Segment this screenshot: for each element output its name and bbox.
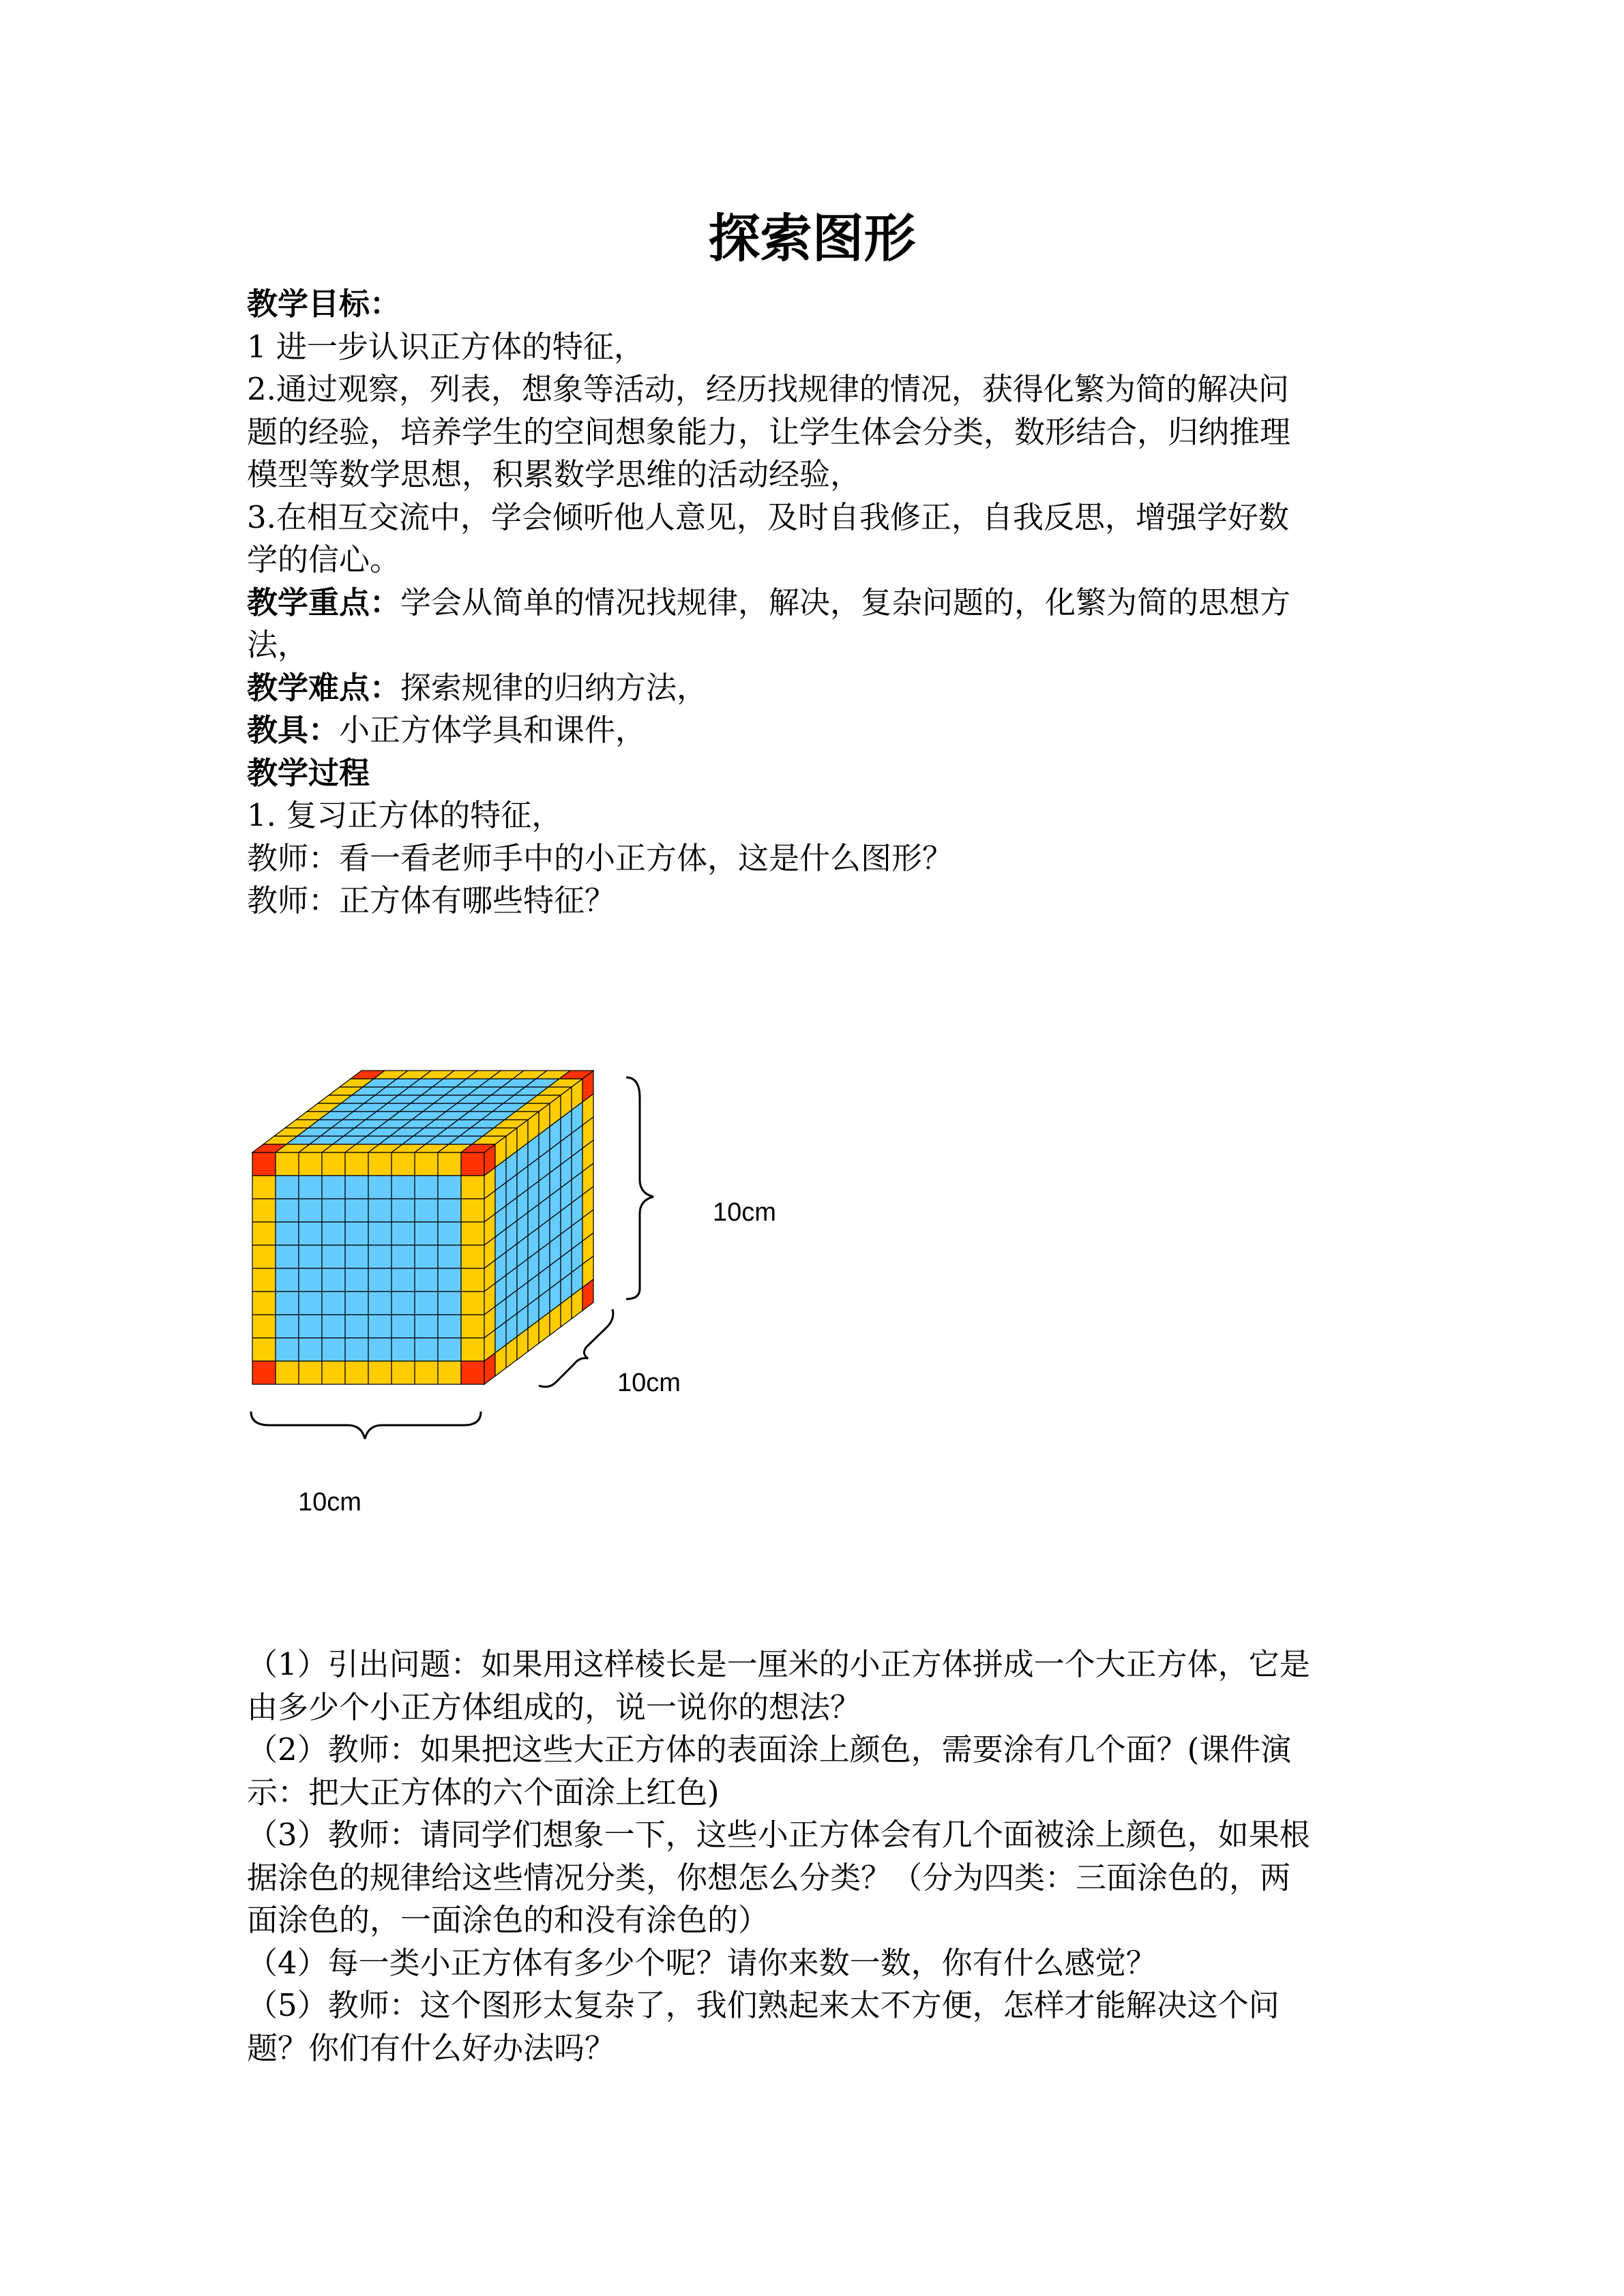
cube-unit-square [252, 1361, 276, 1384]
cube-unit-square [345, 1222, 368, 1245]
cube-unit-square [368, 1315, 392, 1338]
cube-unit-square [438, 1361, 461, 1384]
cube-unit-square [415, 1245, 438, 1268]
objective-2-line-2: 题的经验，培养学生的空间想象能力，让学生体会分类，数形结合，归纳推理 [247, 413, 1291, 450]
objective-2-line-1: 2.通过观察，列表，想象等活动，经历找规律的情况，获得化繁为简的解决问 [247, 371, 1289, 407]
process-step-1: 1. 复习正方体的特征， [247, 797, 563, 833]
cube-unit-square [438, 1199, 461, 1222]
cube-unit-square [252, 1315, 276, 1338]
cube-unit-square [368, 1222, 392, 1245]
objective-1: 1 进一步认识正方体的特征， [247, 328, 645, 365]
cube-unit-square [345, 1268, 368, 1292]
cube-unit-square [322, 1245, 345, 1268]
cube-unit-square [438, 1338, 461, 1361]
cube-unit-square [392, 1176, 415, 1199]
height-brace [626, 1077, 653, 1299]
cube-unit-square [276, 1361, 299, 1384]
cube-unit-square [461, 1315, 484, 1338]
cube-unit-square [322, 1152, 345, 1176]
depth-label: 10cm [617, 1369, 681, 1397]
cube-unit-square [276, 1222, 299, 1245]
cube-unit-square [438, 1315, 461, 1338]
question-2-line-1: （2）教师：如果把这些大正方体的表面涂上颜色，需要涂有几个面？(课件演 [247, 1731, 1292, 1768]
cube-unit-square [368, 1176, 392, 1199]
cube-unit-square [322, 1199, 345, 1222]
cube-unit-square [438, 1152, 461, 1176]
cube-unit-square [276, 1199, 299, 1222]
cube-unit-square [438, 1176, 461, 1199]
cube-unit-square [299, 1199, 322, 1222]
difficulty-line [247, 667, 1379, 710]
tools-label: 教具： [247, 712, 340, 748]
cube-unit-square [322, 1315, 345, 1338]
cube-unit-square [345, 1361, 368, 1384]
width-brace [251, 1412, 481, 1439]
cube-unit-square [438, 1292, 461, 1315]
cube-figure [246, 1064, 723, 1527]
cube-unit-square [415, 1176, 438, 1199]
key-point-line-2: 法， [247, 627, 309, 663]
cube-unit-square [461, 1222, 484, 1245]
intro-section [247, 283, 1379, 923]
cube-unit-square [345, 1245, 368, 1268]
cube-unit-square [392, 1315, 415, 1338]
objective-3-line-1: 3.在相互交流中，学会倾听他人意见，及时自我修正，自我反思，增强学好数 [247, 498, 1289, 535]
cube-unit-square [368, 1199, 392, 1222]
cube-unit-square [299, 1292, 322, 1315]
cube-unit-square [461, 1292, 484, 1315]
cube-front-face [252, 1152, 484, 1384]
cube-unit-square [299, 1176, 322, 1199]
process-heading: 教学过程 [247, 754, 370, 791]
cube-unit-square [392, 1222, 415, 1245]
cube-unit-square [276, 1152, 299, 1176]
objective-3-line-2: 学的信心。 [247, 541, 401, 578]
page-title: 探索图形 [708, 208, 916, 269]
cube-unit-square [415, 1361, 438, 1384]
cube-unit-square [415, 1268, 438, 1292]
objective-2-line-3: 模型等数学思想，积累数学思维的活动经验， [247, 456, 861, 492]
cube-unit-square [461, 1199, 484, 1222]
cube-unit-square [438, 1222, 461, 1245]
question-5-line-2: 题？你们有什么好办法吗？ [247, 2029, 616, 2066]
question-1-line-1: （1）引出问题：如果用这样棱长是一厘米的小正方体拼成一个大正方体，它是 [247, 1646, 1310, 1682]
cube-unit-square [252, 1152, 276, 1176]
cube-unit-square [252, 1222, 276, 1245]
height-label: 10cm [713, 1198, 776, 1227]
cube-unit-square [368, 1361, 392, 1384]
cube-unit-square [392, 1245, 415, 1268]
key-point-text: 学会从简单的情况找规律，解决，复杂问题的，化繁为简的思想方 [400, 584, 1291, 621]
cube-unit-square [322, 1176, 345, 1199]
cube-unit-square [322, 1222, 345, 1245]
cube-unit-square [461, 1176, 484, 1199]
question-3-line-3: 面涂色的，一面涂色的和没有涂色的） [247, 1902, 769, 1938]
cube-unit-square [415, 1222, 438, 1245]
cube-unit-square [322, 1268, 345, 1292]
cube-unit-square [276, 1176, 299, 1199]
cube-unit-square [368, 1245, 392, 1268]
cube-unit-square [345, 1338, 368, 1361]
cube-unit-square [392, 1292, 415, 1315]
cube-unit-square [276, 1338, 299, 1361]
cube-unit-square [299, 1222, 322, 1245]
cube-unit-square [322, 1338, 345, 1361]
cube-unit-square [368, 1292, 392, 1315]
cube-unit-square [252, 1292, 276, 1315]
width-label: 10cm [298, 1488, 361, 1517]
cube-unit-square [345, 1152, 368, 1176]
cube-unit-square [322, 1292, 345, 1315]
cube-unit-square [252, 1338, 276, 1361]
cube-unit-square [368, 1152, 392, 1176]
cube-unit-square [299, 1338, 322, 1361]
objectives-heading: 教学目标： [247, 286, 401, 322]
question-4: （4）每一类小正方体有多少个呢？请你来数一数，你有什么感觉？ [247, 1944, 1157, 1981]
cube-unit-square [461, 1152, 484, 1176]
cube-unit-square [438, 1268, 461, 1292]
key-point-line-1 [247, 582, 1379, 625]
cube-unit-square [415, 1315, 438, 1338]
teacher-line-1: 教师：看一看老师手中的小正方体，这是什么图形？ [247, 839, 954, 876]
cube-unit-square [415, 1338, 438, 1361]
cube-unit-square [461, 1338, 484, 1361]
question-1-line-2: 由多少个小正方体组成的，说一说你的想法？ [247, 1688, 861, 1725]
cube-unit-square [299, 1152, 322, 1176]
question-5-line-1: （5）教师：这个图形太复杂了，我们熟起来太不方便，怎样才能解决这个问 [247, 1987, 1280, 2023]
cube-unit-square [392, 1361, 415, 1384]
cube-unit-square [299, 1315, 322, 1338]
cube-unit-square [368, 1338, 392, 1361]
cube-unit-square [276, 1315, 299, 1338]
cube-unit-square [322, 1361, 345, 1384]
cube-unit-square [415, 1199, 438, 1222]
cube-unit-square [345, 1199, 368, 1222]
questions-section [247, 1643, 1379, 2070]
cube-unit-square [299, 1268, 322, 1292]
cube-unit-square [461, 1361, 484, 1384]
cube-unit-square [392, 1199, 415, 1222]
cube-unit-square [252, 1199, 276, 1222]
teacher-line-2: 教师：正方体有哪些特征？ [247, 882, 616, 919]
cube-unit-square [276, 1292, 299, 1315]
difficulty-label: 教学难点： [247, 669, 401, 706]
cube-unit-square [415, 1292, 438, 1315]
question-2-line-2: 示：把大正方体的六个面涂上红色) [247, 1774, 720, 1810]
cube-unit-square [438, 1245, 461, 1268]
question-3-line-2: 据涂色的规律给这些情况分类，你想怎么分类？（分为四类：三面涂色的，两 [247, 1859, 1291, 1896]
cube-unit-square [461, 1268, 484, 1292]
cube-unit-square [345, 1292, 368, 1315]
cube-unit-square [392, 1338, 415, 1361]
cube-unit-square [392, 1152, 415, 1176]
cube-unit-square [276, 1268, 299, 1292]
cube-unit-square [299, 1245, 322, 1268]
cube-unit-square [461, 1245, 484, 1268]
cube-unit-square [345, 1176, 368, 1199]
cube-unit-square [299, 1361, 322, 1384]
cube-unit-square [415, 1152, 438, 1176]
cube-unit-square [345, 1315, 368, 1338]
cube-unit-square [252, 1268, 276, 1292]
cube-unit-square [368, 1268, 392, 1292]
cube-unit-square [252, 1245, 276, 1268]
cube-unit-square [252, 1176, 276, 1199]
tools-line [247, 709, 1379, 752]
key-point-label: 教学重点： [247, 584, 401, 621]
difficulty-text: 探索规律的归纳方法， [400, 669, 708, 706]
cube-unit-square [392, 1268, 415, 1292]
tools-text: 小正方体学具和课件， [339, 712, 647, 748]
question-3-line-1: （3）教师：请同学们想象一下，这些小正方体会有几个面被涂上颜色，如果根 [247, 1817, 1310, 1853]
cube-unit-square [276, 1245, 299, 1268]
